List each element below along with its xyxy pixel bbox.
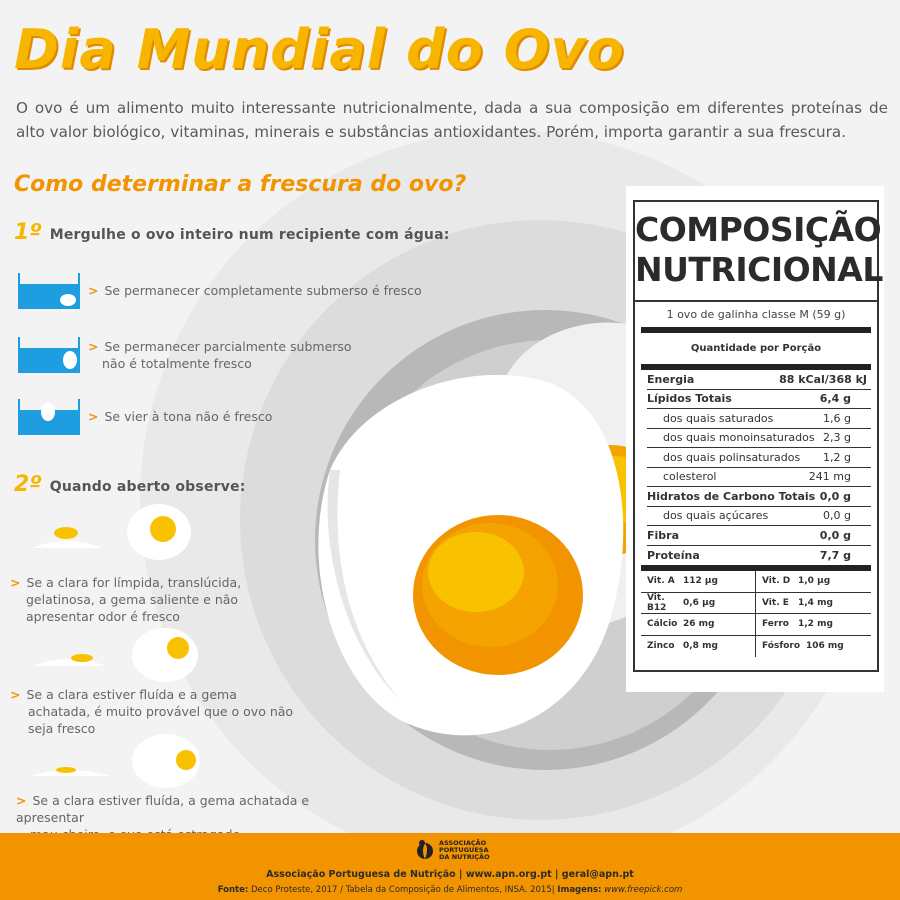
- nutrient-label: colesterol: [663, 470, 717, 484]
- nutrient-value: 6,4 g: [819, 392, 851, 406]
- water-test-text: não é totalmente fresco: [102, 356, 252, 371]
- source-text: Deco Proteste, 2017 / Tabela da Composição de Alimentos, INSA. 2015|: [251, 885, 555, 895]
- nutrient-label: Hidratos de Carbono Totais: [647, 489, 816, 503]
- nutrient-value: 7,7 g: [819, 548, 851, 562]
- nutrient-value: 0,0 g: [823, 509, 851, 523]
- micronutrient-name: Vit. A: [647, 576, 675, 587]
- nutrient-value: 1,2 g: [823, 450, 851, 464]
- images-link[interactable]: www.freepick.com: [604, 885, 683, 895]
- nutrition-title-line1: COMPOSIÇÃO: [635, 210, 882, 249]
- apn-logo: [415, 839, 490, 861]
- micronutrient-cell: [641, 571, 756, 593]
- micronutrient-grid: [641, 571, 871, 657]
- water-test-floating: [18, 398, 272, 436]
- micronutrient-value: 112 µg: [683, 576, 718, 587]
- nutrient-row: [647, 409, 871, 429]
- footer-site-link[interactable]: www.apn.org.pt: [465, 869, 552, 880]
- observation-fresh: [10, 574, 340, 625]
- micronutrient-name: Vit. B12: [647, 592, 667, 613]
- chevron-right-icon: >: [16, 793, 27, 808]
- serving-size: 1 ovo de galinha classe M (59 g): [666, 308, 846, 321]
- nutrient-label: Lípidos Totais: [647, 392, 732, 406]
- footer-sources: [0, 885, 900, 895]
- bowl-submerged-egg-icon: [18, 272, 80, 310]
- nutrition-title-line2: NUTRICIONAL: [635, 250, 883, 289]
- water-test-text: Se permanecer completamente submerso é fresco: [104, 283, 422, 298]
- nutrient-label: Energia: [647, 372, 695, 386]
- water-test-text: Se vier à tona não é fresco: [104, 409, 273, 424]
- nutrient-label: dos quais saturados: [663, 411, 774, 425]
- observation-text: gelatinosa, a gema saliente e não: [26, 592, 239, 607]
- micronutrient-name: Vit. E: [762, 597, 789, 608]
- micronutrient-cell: [756, 571, 871, 593]
- old-egg-top-icon: [130, 626, 200, 684]
- nutrient-value: 0,0 g: [819, 489, 851, 503]
- observation-text: seja fresco: [28, 721, 96, 736]
- nutrient-label: dos quais polinsaturados: [663, 450, 801, 464]
- old-egg-side-icon: [30, 644, 108, 668]
- nutrient-row: [647, 507, 871, 527]
- spoiled-egg-top-icon: [130, 732, 202, 790]
- footer-email-link[interactable]: geral@apn.pt: [561, 869, 634, 880]
- micronutrient-value: 0,6 µg: [683, 597, 716, 608]
- nutrition-title: [635, 210, 883, 290]
- micronutrient-value: 1,2 mg: [798, 619, 833, 630]
- section-subtitle: Como determinar a frescura do ovo?: [14, 172, 467, 197]
- nutrient-row: [647, 429, 871, 449]
- bowl-tilted-egg-icon: [18, 336, 80, 374]
- step1-text: Mergulhe o ovo inteiro num recipiente com água:: [49, 227, 450, 243]
- nutrient-value: 2,3 g: [823, 431, 851, 445]
- micronutrient-cell: [641, 636, 756, 658]
- chevron-right-icon: >: [88, 409, 99, 424]
- nutrient-row: [647, 448, 871, 468]
- logo-text: ASSOCIAÇÃO: [439, 838, 487, 847]
- water-test-submerged: [18, 272, 422, 310]
- logo-text: PORTUGUESA: [439, 845, 489, 854]
- observation-text: Se a clara for límpida, translúcida,: [26, 575, 242, 590]
- images-label: Imagens:: [557, 885, 602, 895]
- fresh-egg-top-icon: [125, 502, 193, 562]
- observation-text: apresentar odor é fresco: [26, 609, 180, 624]
- logo-text: DA NUTRIÇÃO: [439, 852, 490, 861]
- page-title: Dia Mundial do Ovo: [14, 18, 625, 81]
- step1-heading: [14, 220, 450, 245]
- observation-not-fresh: [10, 686, 340, 737]
- micronutrient-value: 1,0 µg: [798, 576, 831, 587]
- micronutrient-cell: [641, 614, 756, 636]
- nutrient-row: [647, 546, 871, 566]
- chevron-right-icon: >: [10, 687, 21, 702]
- nutrient-row: [647, 390, 871, 410]
- micronutrient-value: 0,8 mg: [683, 641, 718, 652]
- micronutrient-value: 26 mg: [683, 619, 715, 630]
- nutrient-row: [647, 526, 871, 546]
- spoiled-egg-side-icon: [28, 756, 112, 778]
- observation-text: achatada, é muito provável que o ovo não: [28, 704, 294, 719]
- nutrient-label: Fibra: [647, 528, 680, 542]
- observation-text: Se a clara estiver fluída e a gema: [26, 687, 237, 702]
- micronutrient-cell: [756, 614, 871, 636]
- micronutrient-cell: [641, 593, 756, 615]
- step2-number: 2º: [14, 472, 42, 497]
- micronutrient-value: 1,4 mg: [798, 597, 833, 608]
- micronutrient-cell: [756, 636, 871, 658]
- nutrition-label: [626, 186, 884, 692]
- bowl-floating-egg-icon: [18, 398, 80, 436]
- micronutrient-name: Zinco: [647, 641, 675, 652]
- micronutrient-name: Ferro: [762, 619, 789, 630]
- nutrient-row: [647, 468, 871, 488]
- micronutrient-name: Vit. D: [762, 576, 791, 587]
- nutrient-label: Proteína: [647, 548, 700, 562]
- nutrient-value: 1,6 g: [823, 411, 851, 425]
- nutrient-row: [647, 370, 871, 390]
- chevron-right-icon: >: [88, 283, 99, 298]
- nutrient-row: [647, 487, 871, 507]
- chevron-right-icon: >: [88, 339, 99, 354]
- water-test-text: Se permanecer parcialmente submerso: [104, 339, 352, 354]
- chevron-right-icon: >: [10, 575, 21, 590]
- nutrient-label: dos quais monoinsaturados: [663, 431, 815, 445]
- footer: [0, 833, 900, 900]
- micronutrient-name: Fósforo: [762, 641, 801, 652]
- step1-number: 1º: [14, 220, 42, 245]
- footer-contact: Associação Portuguesa de Nutrição | www.apn.org.pt | geral@apn.pt: [266, 869, 634, 880]
- micronutrient-name: Cálcio: [647, 619, 678, 630]
- apn-logo-icon: [415, 839, 435, 861]
- nutrient-value: 241 mg: [808, 470, 851, 484]
- step2-heading: [14, 472, 246, 497]
- water-test-partial: [18, 336, 352, 374]
- footer-org: Associação Portuguesa de Nutrição: [266, 869, 456, 880]
- observation-text: Se a clara estiver fluída, a gema achatada e apresentar: [16, 793, 310, 825]
- quantity-per-serving: Quantidade por Porção: [690, 343, 822, 354]
- intro-paragraph: O ovo é um alimento muito interessante nutricionalmente, dada a sua composição em diferentes proteínas de alto valor biológico, vitaminas, minerais e substâncias antioxidantes. Porém, importa garantir a sua frescura.: [16, 99, 888, 141]
- nutrient-label: dos quais açúcares: [663, 509, 769, 523]
- source-label: Fonte:: [217, 885, 249, 895]
- micronutrient-value: 106 mg: [806, 641, 844, 652]
- fresh-egg-side-icon: [30, 520, 105, 552]
- nutrient-value: 88 kCal/368 kJ: [779, 372, 867, 386]
- step2-text: Quando aberto observe:: [49, 479, 246, 495]
- nutrient-value: 0,0 g: [819, 528, 851, 542]
- micronutrient-cell: [756, 593, 871, 615]
